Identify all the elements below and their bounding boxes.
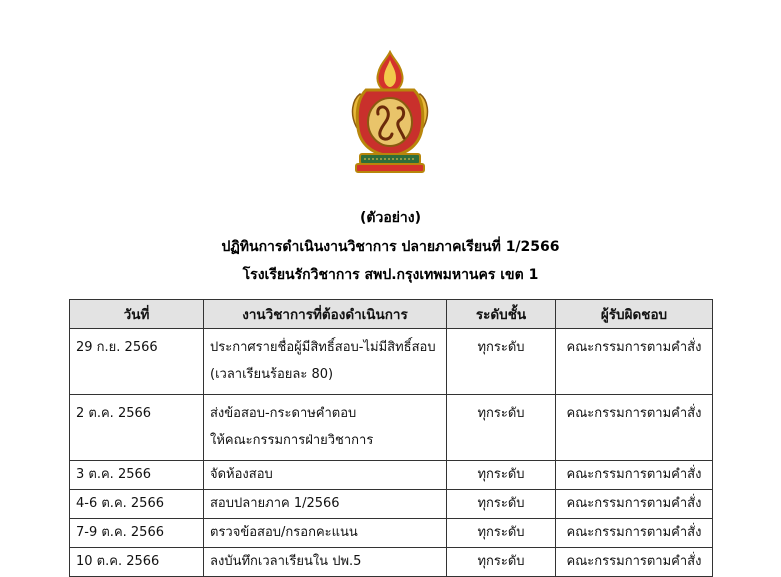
table-row [70,395,713,461]
table-row [70,461,713,490]
owner-cell: คณะกรรมการตามคำสั่ง [556,548,713,577]
sample-label: (ตัวอย่าง) [359,210,422,226]
task-cell: ตรวจข้อสอบ/กรอกคะแนน [204,519,447,548]
owner-cell: คณะกรรมการตามคำสั่ง [556,519,713,548]
owner-cell: คณะกรรมการตามคำสั่ง [556,329,713,395]
date-cell: 2 ต.ค. 2566 [70,395,204,461]
column-header-date: วันที่ [70,300,204,329]
level-cell: ทุกระดับ [447,461,556,490]
school-name: โรงเรียนรักวิชาการ สพป.กรุงเทพมหานคร เขต 1 [242,267,539,283]
level-cell: ทุกระดับ [447,519,556,548]
school-emblem-logo [346,50,434,178]
level-cell: ทุกระดับ [447,490,556,519]
table-row [70,548,713,577]
owner-cell: คณะกรรมการตามคำสั่ง [556,461,713,490]
owner-cell: คณะกรรมการตามคำสั่ง [556,490,713,519]
table-row [70,329,713,395]
column-header-task: งานวิชาการที่ต้องดำเนินการ [204,300,447,329]
table-header-row [70,300,713,329]
task-cell: สอบปลายภาค 1/2566 [204,490,447,519]
academic-calendar-table [69,299,713,577]
level-cell: ทุกระดับ [447,329,556,395]
date-cell: 3 ต.ค. 2566 [70,461,204,490]
task-cell: จัดห้องสอบ [204,461,447,490]
table-row [70,490,713,519]
column-header-owner: ผู้รับผิดชอบ [556,300,713,329]
date-cell: 7-9 ต.ค. 2566 [70,519,204,548]
date-cell: 4-6 ต.ค. 2566 [70,490,204,519]
column-header-level: ระดับชั้น [447,300,556,329]
task-cell: ลงบันทึกเวลาเรียนใน ปพ.5 [204,548,447,577]
task-line: ส่งข้อสอบ-กระดาษคำตอบ [210,406,357,421]
task-line: ให้คณะกรรมการฝ่ายวิชาการ [210,433,374,448]
task-line: ประกาศรายชื่อผู้มีสิทธิ์สอบ-ไม่มีสิทธิ์สอบ [210,340,436,355]
table-row [70,519,713,548]
date-cell: 10 ต.ค. 2566 [70,548,204,577]
owner-cell: คณะกรรมการตามคำสั่ง [556,395,713,461]
task-line: (เวลาเรียนร้อยละ 80) [210,367,334,382]
task-cell [204,395,447,461]
level-cell: ทุกระดับ [447,395,556,461]
task-cell [204,329,447,395]
document-title: ปฏิทินการดำเนินงานวิชาการ ปลายภาคเรียนที่ 1/2566 [221,239,560,255]
level-cell: ทุกระดับ [447,548,556,577]
date-cell: 29 ก.ย. 2566 [70,329,204,395]
